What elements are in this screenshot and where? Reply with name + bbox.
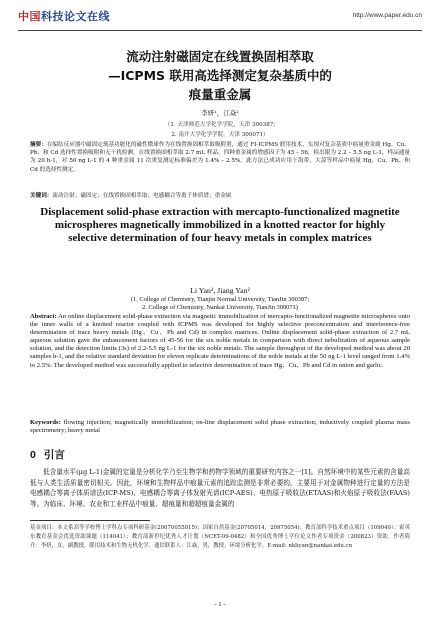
header-divider: [18, 30, 422, 31]
site-logo[interactable]: [18, 8, 110, 24]
page-number: - 1 -: [214, 601, 226, 608]
english-keywords: [30, 419, 410, 435]
chinese-affiliation-2: 2. 南开大学化学学院，天津 300071）: [171, 132, 269, 138]
site-url[interactable]: http://www.paper.edu.cn: [352, 12, 422, 19]
english-authors: Li Yan¹, Jiang Yan²: [190, 286, 250, 295]
english-keywords-text: flowing injection; magnetically immobilization; on-line displacement solid phase extraction; inductively coupled plasma mass spectrometry; heavy metal: [30, 419, 410, 435]
english-title: Displacement solid-phase extraction with mercapto-functionalized magnetite microspheres magnetically immobilized in a knotted reactor for highly selective determination of four heavy metals in complex matrices: [40, 206, 400, 245]
english-affiliation-2: 2. College of Chemistry, Nankai University, TianJin 300071): [142, 304, 298, 311]
footnote-divider: [30, 520, 150, 521]
footnote: 基金项目：本文系高等学校博士学科点专项科研基金(20070055015)；国家自然基金(20705014，20975054)；教育部科学技术重点项目（109040）；霍英东教育基金会优选资助课题（114041）；教育部新世纪优秀人才计划（NCET-09-0482）和全国优秀博士学位论文作者专项资金（200823）资助。作者简介：李妍，女，副教授，联用技术和生物无机化学。通信联系人：江焱，男，教授，环境分析化学。E-mail: nkliyan@nankai.edu.cn: [30, 525, 410, 549]
section-title: 引言: [43, 449, 65, 461]
english-affiliation-1: (1. College of Chemistry, Tianjin Normal University, TianJin 300387;: [130, 296, 310, 303]
english-abstract-text: An online displacement solid-phase extraction via magnetic immobilization of mercapto-functionalized magnetite microspheres onto the inner walls of a knotted reactor coupled with ICPMS was developed for highly selective preconcentration and interference-free determination of trace heavy metals (Hg、Cu、Pb and Cd) in complex matrices. Online displacement solid-phase extraction of 2.7 mL aqueous solution gave the enhancement factors of 45-56 for the six noble metals in comparison with direct nebulization of aqueous sample solution, and the detection limits (3s) of 2.2-5.5 ng L-1 for the six noble metals. The sample throughput of the developed method was about 20 samples h-1, and the relative standard deviation for eleven replicate determinations of the noble metals at the 50 ng L-1 level ranged from 1.4% to 2.5%. The developed method was successfully applied to selective determination of trace Hg、Cu、Pb and Cd in onion and garlic.: [30, 313, 410, 369]
chinese-affiliation-1: （1. 天津师范大学化学学院，天津 300387;: [164, 122, 276, 128]
english-keywords-label: Keywords:: [30, 419, 61, 426]
english-abstract: [30, 313, 410, 370]
chinese-abstract-label: 摘要：: [30, 142, 47, 148]
chinese-keywords-text: 流动注射；磁固定；在线置换固相萃取；电感耦合等离子体质谱；重金属: [52, 193, 232, 199]
page-header: [18, 6, 422, 28]
chinese-title-line-3: 痕量重金属: [188, 87, 252, 102]
chinese-abstract: [30, 141, 410, 174]
chinese-abstract-text: 在编结反应器中磁固定巯基功能化的磁性微球作为在线置换固相萃取吸附剂，通过 FI-ICPMS 联用技术，实现对复杂基质中痕量重金属 Hg、Cu、Pb、和 Cd 选择性置换吸附和无干扰检测。在线置换固相萃取 2.7 mL 样品，四种重金属的增感因子为 45 – 56，检出限为 2.2 – 5.5 ng L-1，样品通量为 20 h-1，对 50 ng L-1 的 4 种重金属 11 次重复测定标准偏差为 1.4% – 2.5%。此方法已成功应用于海带，大蒜等样品中痕量 Hg、Cu、Pb、和 Cd 的选择性测定。: [30, 142, 410, 173]
logo-red-text: 中国: [18, 10, 41, 23]
section-number: 0: [30, 449, 36, 461]
english-abstract-label: Abstract:: [30, 313, 57, 320]
logo-blue-text: 科技论文在线: [41, 10, 110, 23]
chinese-keywords: [30, 192, 410, 200]
chinese-authors: 李妍¹，江焱²: [201, 109, 239, 117]
introduction-paragraph: 低含量水平(μg L-1)金属的定量是分析化学乃至生物学和药物学领域的重要研究内容之一[1]。自然环境中的某些元素的含量高低与人类生活质量密切相关。因此，环境和生物样品中痕量元素的追踪监测是非常必要的。主要用于对金属物种进行定量的方法是电感耦合等离子体质谱法(ICP-MS)、电感耦合等离子体发射光谱(ICP-AES)、电热原子吸收法(ETAAS)和火焰原子吸收法(FAAS)等。为临床、环境、农业和工业样品中痕量、超痕量和超超痕量金属的: [30, 468, 410, 508]
section-heading-introduction: [30, 447, 65, 462]
chinese-title-line-2: —ICPMS 联用高选择测定复杂基质中的: [108, 68, 332, 83]
chinese-title-line-1: 流动注射磁固定在线置换固相萃取: [126, 49, 314, 64]
chinese-keywords-label: 关键词：: [30, 193, 53, 199]
